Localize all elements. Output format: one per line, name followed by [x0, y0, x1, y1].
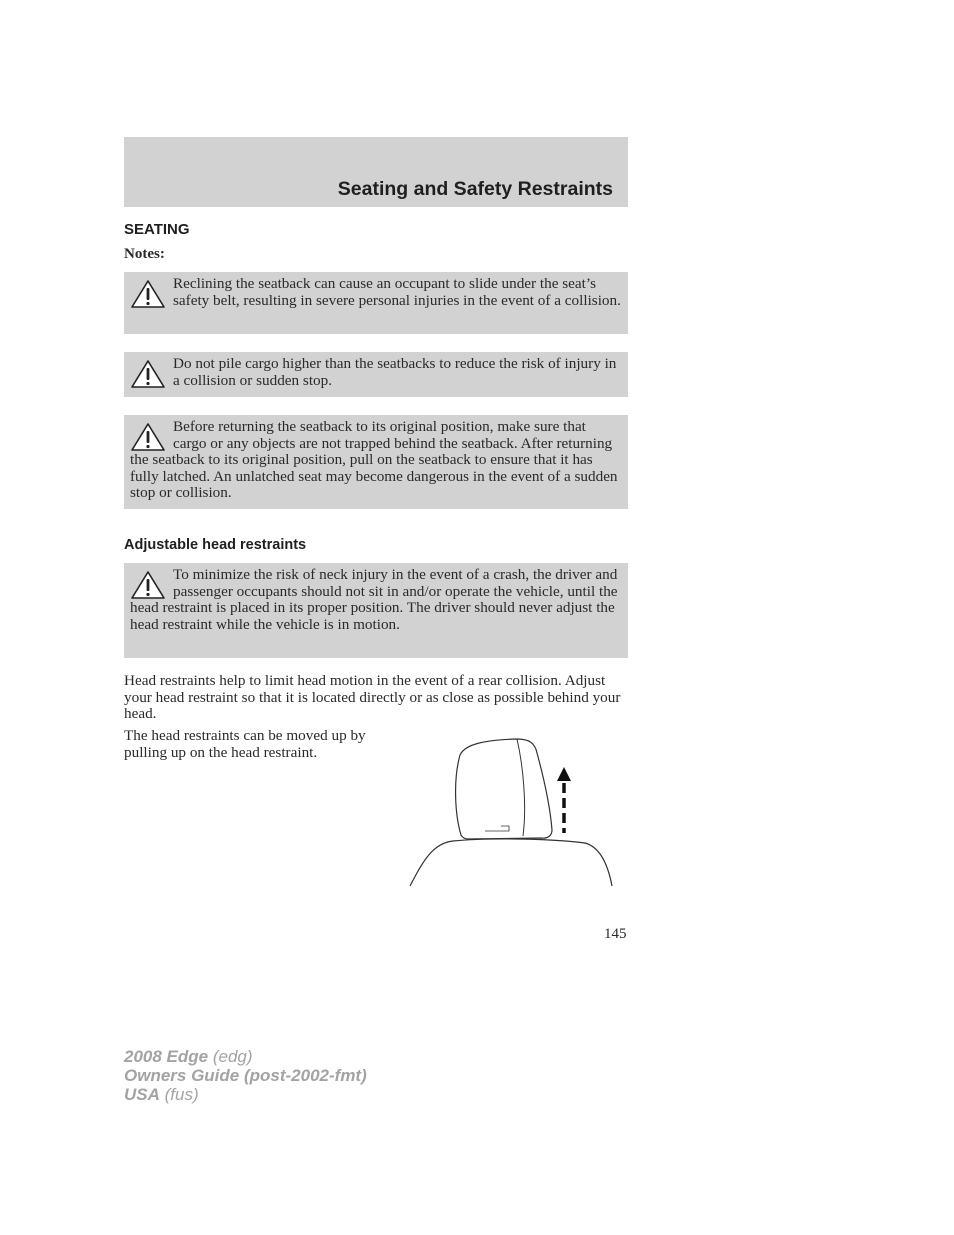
warning-box-seatback-return	[124, 415, 628, 509]
warning-triangle-icon	[130, 359, 166, 389]
section-heading: SEATING	[124, 221, 190, 238]
footer-line-2	[124, 1066, 367, 1085]
warning-box-cargo	[124, 352, 628, 397]
footer-guide: Owners Guide (post-2002-fmt)	[124, 1066, 367, 1085]
footer-model: 2008 Edge	[124, 1047, 209, 1066]
paragraph-move-up: The head restraints can be moved up by pulling up on the head restraint.	[124, 727, 366, 761]
warning-triangle-icon	[130, 279, 166, 309]
header-title: Seating and Safety Restraints	[337, 178, 613, 200]
footer-line-3	[124, 1085, 367, 1104]
footer-line-1	[124, 1047, 367, 1066]
footer-market-code: (fus)	[164, 1085, 199, 1104]
warning-triangle-icon	[130, 570, 166, 600]
subheading-head-restraints: Adjustable head restraints	[124, 537, 307, 553]
footer-model-code: (edg)	[212, 1047, 253, 1066]
warning-box-head-restraint	[124, 563, 628, 658]
warning-text-cargo: Do not pile cargo higher than the seatbacks to reduce the risk of injury in a collision or sudden stop.	[173, 355, 617, 389]
warning-text-recline: Reclining the seatback can cause an occupant to slide under the seat’s safety belt, resulting in severe personal injuries in the event of a collision.	[173, 275, 621, 309]
footer-market: USA	[124, 1085, 160, 1104]
warning-triangle-icon	[130, 422, 166, 452]
header-band	[124, 137, 628, 207]
warning-text-head-restraint: To minimize the risk of neck injury in the event of a crash, the driver and passenger occupants should not sit in and/or operate the vehicle, until the head restraint is placed in its proper position. The driver should never adjust the head restraint while the vehicle is in motion.	[130, 566, 618, 633]
paragraph-head-restraints: Head restraints help to limit head motion in the event of a rear collision. Adjust your head restraint so that it is located directly or as close as possible behind your head.	[124, 672, 621, 722]
footer-doc-id	[124, 1047, 367, 1104]
warning-text-seatback-return: Before returning the seatback to its original position, make sure that cargo or any objects are not trapped behind the seatback. After returning the seatback to its original position, pull on the seatback to ensure that it has fully latched. An unlatched seat may become dangerous in the event of a sudden stop or collision.	[130, 418, 618, 501]
head-restraint-illustration	[405, 735, 615, 890]
warning-box-recline	[124, 272, 628, 334]
notes-label: Notes:	[124, 246, 165, 262]
page-number: 145	[604, 926, 627, 942]
